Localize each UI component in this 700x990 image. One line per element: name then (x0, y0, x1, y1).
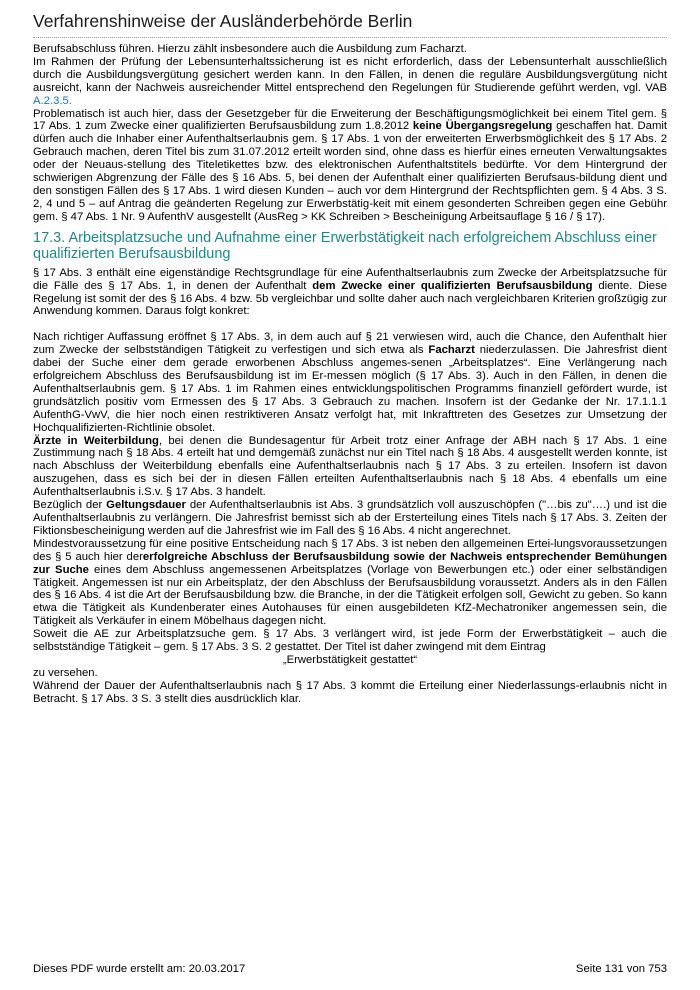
paragraph (33, 43, 667, 56)
document-body (33, 43, 667, 706)
footer-page-number: Seite 131 von 753 (575, 963, 667, 975)
text-span: eines dem Abschluss angemessenen Arbeitsplatzes (Vorlage von Bewerbungen etc.) oder einer selbständigen Tätigkeit. Angemessen ist nur ein Arbeitsplatz, der den Abschluss der Berufsausbildung voraussetzt. Anders als in den Fällen des § 16 Abs. 4 ist die Art der Berufsausbildung bzw. die Branche, in der die Tätigkeit erfolgen soll, Gewicht zu geben. So kann etwa die Tätigkeit als Kundenberater eines Autohauses für einen ausgebildeten KfZ-Mechatroniker angemessen sein, die Tätigkeit als Verkäufer in einem Möbelhaus dagegen nicht. (33, 563, 667, 628)
text-span: Bezüglich der (33, 499, 107, 512)
section-heading: 17.3. Arbeitsplatzsuche und Aufnahme einer Erwerbstätigkeit nach erfolgreichem Abschluss einer qualifizierten Berufsausbildung (33, 229, 657, 262)
bold-text: Geltungsdauer (106, 499, 186, 512)
text-span: Während der Dauer der Aufenthaltserlaubnis nach § 17 Abs. 3 kommt die Erteilung einer Niederlassungs-erlaubnis nicht in Betracht. § 17 Abs. 3 S. 3 stellt dies ausdrücklich klar. (33, 679, 667, 705)
paragraph (33, 331, 667, 434)
text-span: diente. Diese Regelung ist somit der des § 16 Abs. 4 bzw. 5b vergleichbar und sollte daher auch nach vergleichbaren Kriterien großzügig zur Anwendung kommen. Daraus folgt konkret: (33, 279, 668, 318)
paragraph-text: Im Rahmen der Prüfung der Lebensunterhaltssicherung ist es nicht erforderlich, dass der Lebensunterhalt ausschließlich durch die Ausbildungsvergütung gesichert werden kann. In den Fällen, in denen die reguläre Ausbildungsvergütung nicht ausreicht, kann der Nachweis ausreichender Mittel entsprechend den Regelungen für Studierende geführt werden, vgl. VAB (33, 55, 667, 94)
document-title: Verfahrenshinweise der Ausländerbehörde Berlin (33, 11, 413, 31)
paragraph (33, 538, 667, 628)
paragraph (33, 267, 667, 319)
text-span: , bei denen die Bundesagentur für Arbeit trotz einer Anfrage der ABH nach § 17 Abs. 1 eine Zustimmung nach § 18 Abs. 4 erteilt hat und demgemäß zunächst nur ein Titel nach § 18 Abs. 4 ausgestellt werden konnte, ist nach Abschluss der Weiterbildung ebenfalls eine Aufenthaltserlaubnis nach § 17 Abs. 3 zu erteilen. Insofern ist davon auszugehen, dass es sich bei der in diesen Fällen erteilten Aufenthaltserlaubnis nach § 18 Abs. 4 ebenfalls um eine Aufenthaltserlaubnis i.S.v. § 17 Abs. 3 handelt. (33, 434, 667, 499)
bold-text: keine Übergangsregelung (412, 120, 553, 133)
paragraph (33, 56, 667, 108)
text-span: niederzulassen. Die Jahresfrist dient dabei der Suche einer dem gerade erworbenen Abschluss angemes-senen „Arbeitsplatzes“. Eine Verlängerung nach erfolgreichem Abschluss des Berufsausbildung ist im Er-messen möglich (§ 17 Abs. 3). Auch in den Fällen, in denen die Aufenthaltserlaubnis gem. § 17 Abs. 1 im Rahmen eines entwicklungspolitischen Programms finanziell gefördert wurde, ist grundsätzlich positiv vom Ermessen des § 17 Abs. 3 Gebrauch zu machen. Insofern ist der Gedanke der Nr. 17.1.1.1 AufenthG-VwV, die hier noch einen restriktiveren Ansatz verfolgt hat, mit Inkrafttreten des Gesetzes zur Umsetzung der Hochqualifizierten-Richtlinie obsolet. (33, 344, 667, 434)
bold-text: Ärzte in Weiterbildung (33, 434, 159, 447)
reference-link[interactable]: A.2.3.5. (33, 94, 72, 107)
spacer (33, 318, 667, 331)
bold-text: Facharzt (428, 344, 475, 357)
bold-text: dem Zwecke einer qualifizierten Berufsausbildung (312, 279, 593, 292)
text-span: § 17 Abs. 3 enthält eine eigenständige Rechtsgrundlage für eine Aufenthaltserlaubnis zum Zwecke der Arbeitsplatzsuche für die Fälle des § 17 Abs. 1, in denen der Aufenthalt (33, 266, 667, 292)
text-span: Mindestvoraussetzung für eine positive Entscheidung nach § 17 Abs. 3 ist neben den allgemeinen Ertei-lungsvoraussetzungen des § 5 auch hier der (33, 537, 667, 563)
paragraph: zu versehen. (33, 666, 98, 679)
quoted-entry: „Erwerbstätigkeit gestattet“ (282, 653, 418, 666)
paragraph (33, 435, 667, 500)
paragraph (33, 628, 667, 654)
paragraph (33, 680, 667, 706)
header-divider (33, 37, 667, 38)
paragraph (33, 499, 667, 538)
paragraph-text: Berufsabschluss führen. Hierzu zählt insbesondere auch die Ausbildung zum Facharzt. (33, 43, 467, 55)
footer-created-date: Dieses PDF wurde erstellt am: 20.03.2017 (33, 963, 246, 975)
text-span: geschaffen hat. Damit dürfen auch die Inhaber einer Aufenthaltserlaubnis gem. § 17 Abs. 1 von der erweiterten Erwerbsmöglichkeit des § 17 Abs. 2 Gebrauch machen, deren Titel bis zum 31.07.2012 erteilt worden sind, ohne dass es hierfür eines erneuten Verwaltungsaktes oder der Neuaus-stellung des Titeletikettes bzw. des elektronischen Aufenthaltstitels bedürfte. Vor dem Hintergrund der schwierigen Abgrenzung der Fälle des § 16 Abs. 5, bei denen der Aufenthalt einer qualifizierten Berufsaus-bildung dient und den sonstigen Fällen des § 17 Abs. 1 wird diesen Kunden – auch vor dem Hintergrund der Rechtspflichten gem. § 4 Abs. 3 S. 2, 4 und 5 – auf Antrag die geänderten Regelung zur Erwerbstätig-keit mit einem gesonderten Schreiben gegen eine Gebühr gem. § 47 Abs. 1 Nr. 9 AufenthV ausgestellt (AusReg > KK Schreiben > Bescheinigung Arbeitsauflage § 16 / § 17). (33, 120, 668, 223)
bold-text: erfolgreiche Abschluss der Berufsausbildung sowie der Nachweis entsprechender Bemühungen zur Suche (33, 550, 667, 576)
paragraph (33, 108, 667, 224)
text-span: der Aufenthaltserlaubnis ist Abs. 3 grundsätzlich voll auszuschöpfen ("…bis zu"….) und ist die Aufenthaltserlaubnis zu verlängern. Die Jahresfrist bemisst sich ab der Ersterteilung eines Titels nach § 17 Abs. 3. Zeiten der Fiktionsbescheinigung werden auf die Jahresfrist wie im Fall des § 16 Abs. 4 nicht angerechnet. (33, 499, 667, 537)
text-span: Soweit die AE zur Arbeitsplatzsuche gem. § 17 Abs. 3 verlängert wird, ist jede Form der Erwerbstätigkeit – auch die selbstständige Tätigkeit – gem. § 17 Abs. 3 S. 2 gestattet. Der Titel ist daher zwingend mit dem Eintrag (33, 628, 667, 654)
text-span: Nach richtiger Auffassung eröffnet § 17 Abs. 3, in dem auch auf § 21 verwiesen wird, auch die Chance, den Aufenthalt hier zum Zwecke der selbstständigen Tätigkeit zu verfestigen und sich etwa als (33, 331, 667, 357)
text-span: Problematisch ist auch hier, dass der Gesetzgeber für die Erweiterung der Beschäftigungsmöglichkeit bei einem Titel gem. § 17 Abs. 1 zum Zwecke einer qualifizierten Berufsausbildung zum 1.8.2012 (33, 107, 667, 133)
